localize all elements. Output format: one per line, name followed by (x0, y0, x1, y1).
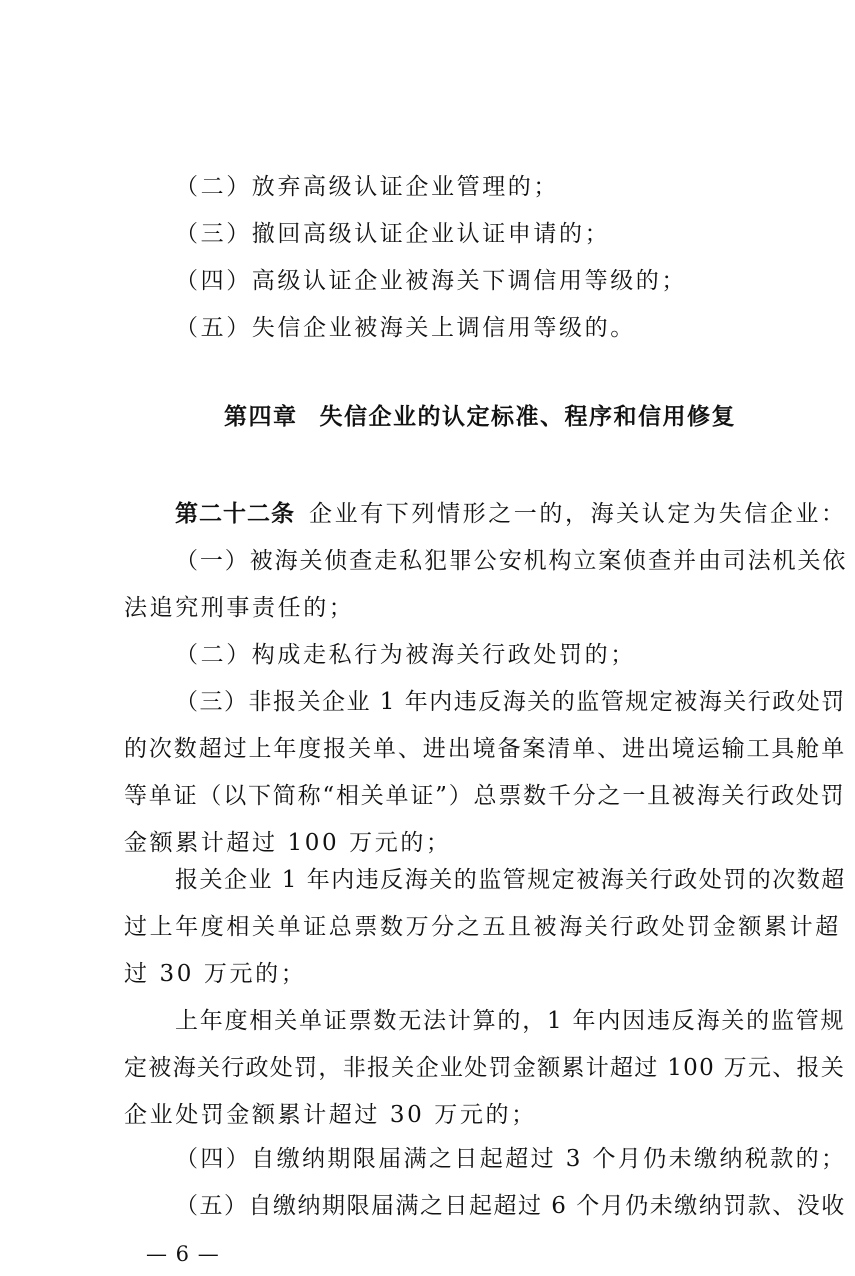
chapter-number: 第四章 (224, 404, 298, 430)
body-line: （二）构成走私行为被海关行政处罚的； (175, 642, 636, 668)
list-item: （二）放弃高级认证企业管理的； (175, 174, 559, 200)
chapter-title: 失信企业的认定标准、程序和信用修复 (319, 404, 736, 430)
page-number: — 6 — (146, 1242, 220, 1266)
body-line: （四）自缴纳期限届满之日起超过 3 个月仍未缴纳税款的； (175, 1146, 847, 1172)
body-line: （一）被海关侦查走私犯罪公安机构立案侦查并由司法机关依 (175, 548, 848, 574)
body-line: 定被海关行政处罚，非报关企业处罚金额累计超过 100 万元、报关 (124, 1055, 846, 1081)
list-item: （四）高级认证企业被海关下调信用等级的； (175, 268, 687, 294)
body-line: 上年度相关单证票数无法计算的，1 年内因违反海关的监管规 (175, 1008, 846, 1034)
list-item: （三）撤回高级认证企业认证申请的； (175, 221, 611, 247)
list-item: （五）失信企业被海关上调信用等级的。 (175, 315, 636, 341)
body-line: 报关企业 1 年内违反海关的监管规定被海关行政处罚的次数超 (175, 867, 846, 893)
body-line: 等单证（以下简称“相关单证”）总票数千分之一且被海关行政处罚 (124, 783, 846, 809)
article-paragraph (175, 499, 847, 529)
chapter-heading (224, 400, 736, 434)
body-line: 过 30 万元的； (124, 961, 307, 987)
body-line: 金额累计超过 100 万元的； (124, 830, 452, 856)
body-line: （三）非报关企业 1 年内违反海关的监管规定被海关行政处罚 (175, 689, 846, 715)
body-line: 法追究刑事责任的； (124, 595, 355, 621)
body-line: （五）自缴纳期限届满之日起超过 6 个月仍未缴纳罚款、没收 (175, 1193, 846, 1219)
body-line: 的次数超过上年度报关单、进出境备案清单、进出境运输工具舱单 (124, 736, 847, 762)
body-line: 过上年度相关单证总票数万分之五且被海关行政处罚金额累计超 (124, 914, 841, 940)
body-line: 企业处罚金额累计超过 30 万元的； (124, 1102, 537, 1128)
article-label: 第二十二条 (175, 501, 295, 527)
article-intro: 企业有下列情形之一的，海关认定为失信企业： (309, 501, 847, 527)
